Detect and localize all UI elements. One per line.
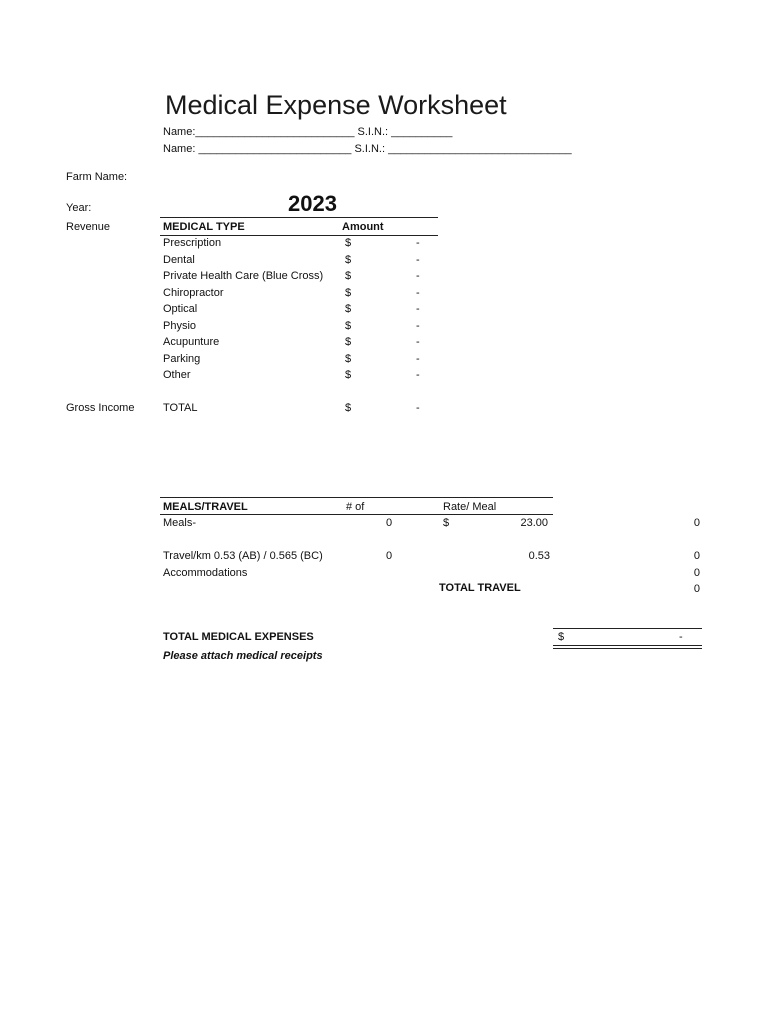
- revenue-label: Revenue: [66, 221, 111, 233]
- amount-cell[interactable]: -: [416, 254, 420, 266]
- medical-type-cell: Optical: [163, 303, 198, 315]
- amount-cell[interactable]: -: [416, 237, 420, 249]
- medical-total-amount: -: [416, 402, 420, 414]
- medical-type-cell: Parking: [163, 353, 201, 365]
- summary-currency: $: [558, 631, 565, 643]
- currency-symbol: $: [345, 303, 352, 315]
- currency-symbol: $: [345, 254, 352, 266]
- medical-type-cell: Private Health Care (Blue Cross): [163, 270, 324, 282]
- amount-cell[interactable]: -: [416, 287, 420, 299]
- currency-symbol: $: [345, 287, 352, 299]
- summary-top-rule: [553, 628, 702, 629]
- medical-type-cell: Dental: [163, 254, 195, 266]
- medical-total-currency: $: [345, 402, 352, 414]
- medical-type-cell: Acupunture: [163, 336, 220, 348]
- summary-total-value: -: [679, 631, 683, 643]
- name-sin-line-1[interactable]: Name:__________________________ S.I.N.: __________: [163, 126, 453, 138]
- accommodations-label: Accommodations: [163, 567, 248, 579]
- travel-count[interactable]: 0: [386, 550, 393, 562]
- medical-type-cell: Other: [163, 369, 191, 381]
- travel-header-bottom-rule: [160, 514, 553, 515]
- currency-symbol: $: [345, 336, 352, 348]
- total-medical-expenses-label: TOTAL MEDICAL EXPENSES: [163, 631, 314, 643]
- meals-total: 0: [693, 517, 700, 529]
- page-title: Medical Expense Worksheet: [165, 90, 507, 120]
- summary-double-rule-2: [553, 648, 702, 649]
- year-label: Year:: [66, 202, 92, 214]
- currency-symbol: $: [345, 353, 352, 365]
- travel-rate[interactable]: 0.53: [528, 550, 550, 562]
- name-sin-line-2[interactable]: Name: _________________________ S.I.N.: ______________________________: [163, 143, 572, 155]
- meals-rate[interactable]: 23.00: [520, 517, 548, 529]
- currency-symbol: $: [345, 237, 352, 249]
- medical-type-cell: Physio: [163, 320, 197, 332]
- medical-total-label: TOTAL: [163, 402, 198, 414]
- farm-name-label: Farm Name:: [66, 171, 128, 183]
- currency-symbol: $: [345, 270, 352, 282]
- travel-total: 0: [693, 550, 700, 562]
- medical-type-cell: Chiropractor: [163, 287, 224, 299]
- year-value[interactable]: 2023: [288, 191, 337, 216]
- gross-income-label: Gross Income: [66, 402, 135, 414]
- meals-travel-header: MEALS/TRAVEL: [163, 501, 248, 513]
- travel-header-top-rule: [160, 497, 553, 498]
- total-travel-label: TOTAL TRAVEL: [439, 582, 521, 594]
- count-header: # of: [346, 501, 365, 513]
- amount-cell[interactable]: -: [416, 336, 420, 348]
- summary-double-rule-1: [553, 645, 702, 646]
- attach-receipts-note: Please attach medical receipts: [163, 650, 323, 662]
- meals-currency: $: [443, 517, 450, 529]
- rate-header: Rate/ Meal: [443, 501, 497, 513]
- total-travel-value: 0: [693, 583, 700, 595]
- amount-cell[interactable]: -: [416, 270, 420, 282]
- currency-symbol: $: [345, 320, 352, 332]
- medical-header-top-rule: [160, 217, 438, 218]
- medical-type-cell: Prescription: [163, 237, 222, 249]
- meals-count[interactable]: 0: [386, 517, 393, 529]
- medical-header-bottom-rule: [160, 235, 438, 236]
- amount-cell[interactable]: -: [416, 320, 420, 332]
- amount-cell[interactable]: -: [416, 353, 420, 365]
- amount-cell[interactable]: -: [416, 369, 420, 381]
- travel-km-label: Travel/km 0.53 (AB) / 0.565 (BC): [163, 550, 323, 562]
- accommodations-total[interactable]: 0: [693, 567, 700, 579]
- medical-type-header: MEDICAL TYPE: [163, 221, 245, 233]
- amount-cell[interactable]: -: [416, 303, 420, 315]
- meals-label: Meals-: [163, 517, 197, 529]
- amount-header: Amount: [342, 221, 384, 233]
- currency-symbol: $: [345, 369, 352, 381]
